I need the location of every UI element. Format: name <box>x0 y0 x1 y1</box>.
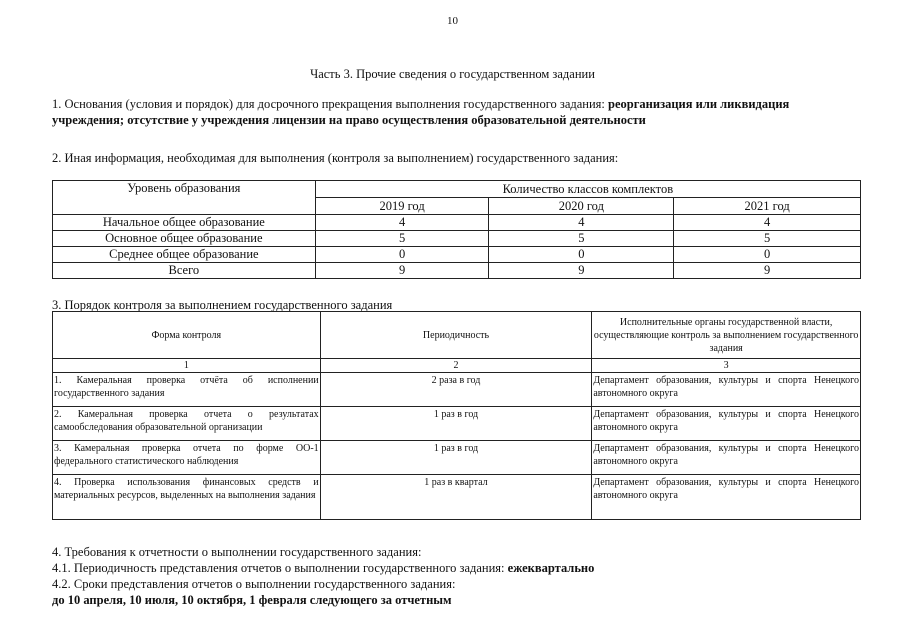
section-4-1-label: 4.1. Периодичность представления отчетов о выполнении государственного задания: <box>52 561 508 575</box>
header-control-form: Форма контроля <box>53 312 321 359</box>
table-header-row <box>53 312 861 359</box>
periodicity-cell: 1 раз в год <box>320 407 592 441</box>
table-row <box>53 231 861 247</box>
control-form-cell: 4. Проверка использования финансовых средств и материальных ресурсов, выделенных на выполнения задания <box>53 475 321 520</box>
page-number: 10 <box>447 15 458 27</box>
value-cell: 5 <box>489 231 674 247</box>
section-4-2-label: 4.2. Сроки представления отчетов о выполнении государственного задания: <box>52 577 456 591</box>
education-level-cell: Всего <box>53 263 316 279</box>
column-numbers-row <box>53 359 861 373</box>
value-cell: 4 <box>489 215 674 231</box>
education-level-cell: Основное общее образование <box>53 231 316 247</box>
control-form-cell: 2. Камеральная проверка отчета о результатах самообследования образовательной организации <box>53 407 321 441</box>
section-4-2-value: до 10 апреля, 10 июля, 10 октября, 1 февраля следующего за отчетным <box>52 593 452 607</box>
control-procedure-table <box>52 311 861 520</box>
value-cell: 5 <box>674 231 861 247</box>
table-row <box>53 441 861 475</box>
value-cell: 4 <box>674 215 861 231</box>
periodicity-cell: 2 раза в год <box>320 373 592 407</box>
header-education-level: Уровень образования <box>53 181 316 215</box>
executive-body-cell: Департамент образования, культуры и спорта Ненецкого автономного округа <box>592 441 861 475</box>
value-cell: 0 <box>674 247 861 263</box>
executive-body-cell: Департамент образования, культуры и спорта Ненецкого автономного округа <box>592 475 861 520</box>
value-cell: 9 <box>489 263 674 279</box>
section-2-label: 2. Иная информация, необходимая для выполнения (контроля за выполнением) государственного задания: <box>52 151 619 165</box>
table-row <box>53 373 861 407</box>
control-form-cell: 1. Камеральная проверка отчёта об исполнении государственного задания <box>53 373 321 407</box>
value-cell: 9 <box>315 263 489 279</box>
column-number: 2 <box>320 359 592 373</box>
value-cell: 0 <box>315 247 489 263</box>
table-row <box>53 475 861 520</box>
section-4-label: 4. Требования к отчетности о выполнении государственного задания: <box>52 545 422 559</box>
education-level-cell: Среднее общее образование <box>53 247 316 263</box>
header-periodicity: Периодичность <box>320 312 592 359</box>
education-level-cell: Начальное общее образование <box>53 215 316 231</box>
section-4-1-text <box>52 560 862 576</box>
section-1-text <box>52 96 862 128</box>
table-row <box>53 407 861 441</box>
value-cell: 9 <box>674 263 861 279</box>
header-year: 2021 год <box>674 198 861 215</box>
periodicity-cell: 1 раз в квартал <box>320 475 592 520</box>
executive-body-cell: Департамент образования, культуры и спорта Ненецкого автономного округа <box>592 373 861 407</box>
header-year: 2019 год <box>315 198 489 215</box>
section-4-1-value: ежеквартально <box>507 561 595 575</box>
table-row <box>53 263 861 279</box>
header-class-count: Количество классов комплектов <box>315 181 860 198</box>
header-year: 2020 год <box>489 198 674 215</box>
value-cell: 0 <box>489 247 674 263</box>
value-cell: 5 <box>315 231 489 247</box>
section-1-label: 1. Основания (условия и порядок) для досрочного прекращения выполнения государственного задания: <box>52 97 609 111</box>
table-row <box>53 247 861 263</box>
table-header-row <box>53 181 861 198</box>
periodicity-cell: 1 раз в год <box>320 441 592 475</box>
column-number: 3 <box>592 359 861 373</box>
executive-body-cell: Департамент образования, культуры и спорта Ненецкого автономного округа <box>592 407 861 441</box>
table-row <box>53 215 861 231</box>
part-heading: Часть 3. Прочие сведения о государственном задании <box>310 67 595 81</box>
header-executive-bodies: Исполнительные органы государственной власти, осуществляющие контроль за выполнением государственного задания <box>592 312 861 359</box>
value-cell: 4 <box>315 215 489 231</box>
section-1-value: реорганизация или ликвидация учреждения; отсутствие у учреждения лицензии на право осуществления образовательной деятельности <box>52 97 790 127</box>
class-count-table <box>52 180 861 279</box>
column-number: 1 <box>53 359 321 373</box>
section-3-label: 3. Порядок контроля за выполнением государственного задания <box>52 298 393 312</box>
control-form-cell: 3. Камеральная проверка отчета по форме ОО-1 федерального статистического наблюдения <box>53 441 321 475</box>
